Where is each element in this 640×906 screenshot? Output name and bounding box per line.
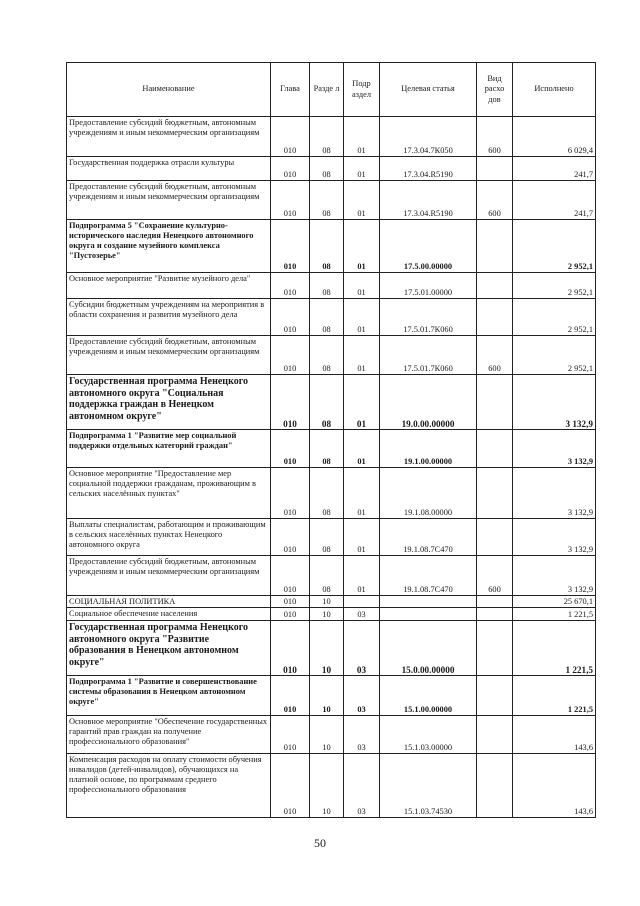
table-row [67, 621, 596, 676]
row-cel-statya [380, 596, 477, 608]
row-name: Государственная поддержка отрасли культуры [67, 157, 271, 181]
row-podrazdel: 01 [344, 336, 380, 375]
row-vid-rashodov [477, 220, 513, 273]
row-razdel: 08 [310, 220, 344, 273]
row-razdel: 08 [310, 157, 344, 181]
row-glava: 010 [271, 754, 310, 818]
header-razdel: Разде л [310, 63, 344, 117]
row-vid-rashodov [477, 676, 513, 716]
table-row [67, 676, 596, 716]
row-cel-statya: 15.1.00.00000 [380, 676, 477, 716]
row-glava: 010 [271, 336, 310, 375]
row-ispolneno: 3 132,9 [513, 468, 596, 519]
row-podrazdel: 01 [344, 157, 380, 181]
row-cel-statya: 17.5.00.00000 [380, 220, 477, 273]
row-name: Социальное обеспечение населения [67, 608, 271, 621]
row-name: Государственная программа Ненецкого автономного округа "Социальная поддержка граждан в Ненецком автономном округе" [67, 375, 271, 430]
row-name: Основное мероприятие "Предоставление мер социальной поддержки гражданам, проживающим в сельских населённых пунктах" [67, 468, 271, 519]
row-vid-rashodov [477, 430, 513, 468]
row-ispolneno: 3 132,9 [513, 556, 596, 596]
row-vid-rashodov [477, 608, 513, 621]
row-cel-statya: 17.5.01.7К060 [380, 299, 477, 336]
row-cel-statya: 17.3.04.7К050 [380, 117, 477, 157]
row-vid-rashodov [477, 716, 513, 754]
row-glava: 010 [271, 608, 310, 621]
table-row [67, 220, 596, 273]
row-cel-statya: 17.3.04.R5190 [380, 181, 477, 220]
row-podrazdel: 01 [344, 273, 380, 299]
row-podrazdel: 01 [344, 556, 380, 596]
row-podrazdel: 01 [344, 117, 380, 157]
row-razdel: 10 [310, 596, 344, 608]
row-ispolneno: 143,6 [513, 716, 596, 754]
row-podrazdel: 01 [344, 375, 380, 430]
row-glava: 010 [271, 117, 310, 157]
row-razdel: 08 [310, 273, 344, 299]
table-body [67, 117, 596, 818]
row-vid-rashodov: 600 [477, 117, 513, 157]
table-row [67, 608, 596, 621]
row-razdel: 10 [310, 676, 344, 716]
row-vid-rashodov [477, 621, 513, 676]
row-ispolneno: 2 952,1 [513, 299, 596, 336]
row-name: Выплаты специалистам, работающим и проживающим в сельских населённых пунктах Ненецкого автономного округа [67, 519, 271, 556]
table-row [67, 375, 596, 430]
row-glava: 010 [271, 157, 310, 181]
row-glava: 010 [271, 468, 310, 519]
row-ispolneno: 6 029,4 [513, 117, 596, 157]
table-row [67, 556, 596, 596]
row-podrazdel: 01 [344, 220, 380, 273]
row-ispolneno: 3 132,9 [513, 519, 596, 556]
row-podrazdel: 01 [344, 299, 380, 336]
row-cel-statya: 15.1.03.74530 [380, 754, 477, 818]
row-cel-statya: 19.1.08.00000 [380, 468, 477, 519]
row-cel-statya: 17.5.01.7К060 [380, 336, 477, 375]
row-ispolneno: 2 952,1 [513, 273, 596, 299]
row-cel-statya: 19.1.00.00000 [380, 430, 477, 468]
row-ispolneno: 1 221,5 [513, 621, 596, 676]
table-row [67, 181, 596, 220]
row-podrazdel: 03 [344, 608, 380, 621]
row-ispolneno: 143,6 [513, 754, 596, 818]
row-ispolneno: 3 132,9 [513, 430, 596, 468]
table-header-row [67, 63, 596, 117]
row-razdel: 08 [310, 556, 344, 596]
row-name: Предоставление субсидий бюджетным, автономным учреждениям и иным некоммерческим организациям [67, 336, 271, 375]
row-cel-statya [380, 608, 477, 621]
row-cel-statya: 17.3.04.R5190 [380, 157, 477, 181]
row-name: Предоставление субсидий бюджетным, автономным учреждениям и иным некоммерческим организациям [67, 117, 271, 157]
header-name: Наименование [67, 63, 271, 117]
budget-table [66, 62, 596, 818]
row-vid-rashodov [477, 299, 513, 336]
table-row [67, 468, 596, 519]
row-razdel: 08 [310, 519, 344, 556]
row-ispolneno: 241,7 [513, 181, 596, 220]
row-name: Основное мероприятие "Развитие музейного дела" [67, 273, 271, 299]
row-podrazdel: 03 [344, 716, 380, 754]
row-vid-rashodov: 600 [477, 181, 513, 220]
row-vid-rashodov [477, 596, 513, 608]
row-name: Компенсация расходов на оплату стоимости обучения инвалидов (детей-инвалидов), обучающихся на платной основе, по программам среднего профессионального образования [67, 754, 271, 818]
row-glava: 010 [271, 596, 310, 608]
row-podrazdel: 01 [344, 181, 380, 220]
row-glava: 010 [271, 375, 310, 430]
row-ispolneno: 3 132,9 [513, 375, 596, 430]
header-glava: Глава [271, 63, 310, 117]
row-vid-rashodov [477, 519, 513, 556]
row-ispolneno: 2 952,1 [513, 336, 596, 375]
row-vid-rashodov [477, 273, 513, 299]
table-row [67, 519, 596, 556]
row-podrazdel: 01 [344, 468, 380, 519]
row-cel-statya: 19.0.00.00000 [380, 375, 477, 430]
row-name: Предоставление субсидий бюджетным, автономным учреждениям и иным некоммерческим организациям [67, 181, 271, 220]
row-glava: 010 [271, 299, 310, 336]
row-razdel: 08 [310, 117, 344, 157]
row-podrazdel: 01 [344, 430, 380, 468]
row-name: Субсидии бюджетным учреждениям на мероприятия в области сохранения и развития музейного дела [67, 299, 271, 336]
row-vid-rashodov: 600 [477, 336, 513, 375]
table-row [67, 273, 596, 299]
row-vid-rashodov [477, 468, 513, 519]
row-ispolneno: 1 221,5 [513, 676, 596, 716]
row-razdel: 10 [310, 608, 344, 621]
row-glava: 010 [271, 716, 310, 754]
row-vid-rashodov [477, 157, 513, 181]
row-razdel: 08 [310, 430, 344, 468]
row-razdel: 10 [310, 754, 344, 818]
row-cel-statya: 19.1.08.7С470 [380, 519, 477, 556]
row-glava: 010 [271, 181, 310, 220]
row-glava: 010 [271, 621, 310, 676]
row-razdel: 08 [310, 181, 344, 220]
row-razdel: 08 [310, 336, 344, 375]
row-glava: 010 [271, 676, 310, 716]
row-ispolneno: 2 952,1 [513, 220, 596, 273]
header-cel-statya: Целевая статья [380, 63, 477, 117]
row-razdel: 10 [310, 621, 344, 676]
row-cel-statya: 19.1.08.7С470 [380, 556, 477, 596]
row-cel-statya: 15.1.03.00000 [380, 716, 477, 754]
row-podrazdel: 03 [344, 676, 380, 716]
row-ispolneno: 1 221,5 [513, 608, 596, 621]
page-number: 50 [314, 836, 326, 850]
table-row [67, 299, 596, 336]
header-ispolneno: Исполнено [513, 63, 596, 117]
row-podrazdel: 03 [344, 621, 380, 676]
row-name: Подпрограмма 1 "Развитие мер социальной поддержки отдельных категорий граждан" [67, 430, 271, 468]
row-name: Подпрограмма 1 "Развитие и совершенствование системы образования в Ненецком автономном округе" [67, 676, 271, 716]
row-podrazdel: 01 [344, 519, 380, 556]
row-cel-statya: 17.5.01.00000 [380, 273, 477, 299]
header-vid-rashodov: Вид расхо дов [477, 63, 513, 117]
row-glava: 010 [271, 556, 310, 596]
table-row [67, 336, 596, 375]
row-name: Предоставление субсидий бюджетным, автономным учреждениям и иным некоммерческим организациям [67, 556, 271, 596]
row-glava: 010 [271, 519, 310, 556]
row-podrazdel [344, 596, 380, 608]
row-podrazdel: 03 [344, 754, 380, 818]
row-name: Основное мероприятие "Обеспечение государственных гарантий прав граждан на получение профессионального образования" [67, 716, 271, 754]
row-cel-statya: 15.0.00.00000 [380, 621, 477, 676]
row-razdel: 08 [310, 299, 344, 336]
row-name: СОЦИАЛЬНАЯ ПОЛИТИКА [67, 596, 271, 608]
row-glava: 010 [271, 220, 310, 273]
row-razdel: 08 [310, 468, 344, 519]
row-vid-rashodov [477, 375, 513, 430]
table-row [67, 430, 596, 468]
row-ispolneno: 25 670,1 [513, 596, 596, 608]
table-row [67, 754, 596, 818]
row-ispolneno: 241,7 [513, 157, 596, 181]
row-vid-rashodov: 600 [477, 556, 513, 596]
table-row [67, 716, 596, 754]
row-razdel: 10 [310, 716, 344, 754]
row-razdel: 08 [310, 375, 344, 430]
table-row [67, 117, 596, 157]
table-row [67, 596, 596, 608]
row-name: Подпрограмма 5 "Сохранение культурно-исторического наследия Ненецкого автономного округа и создание музейного комплекса "Пустозерье" [67, 220, 271, 273]
row-vid-rashodov [477, 754, 513, 818]
row-glava: 010 [271, 273, 310, 299]
header-podrazdel: Подр аздел [344, 63, 380, 117]
table-row [67, 157, 596, 181]
row-glava: 010 [271, 430, 310, 468]
row-name: Государственная программа Ненецкого автономного округа "Развитие образования в Ненецком автономном округе" [67, 621, 271, 676]
